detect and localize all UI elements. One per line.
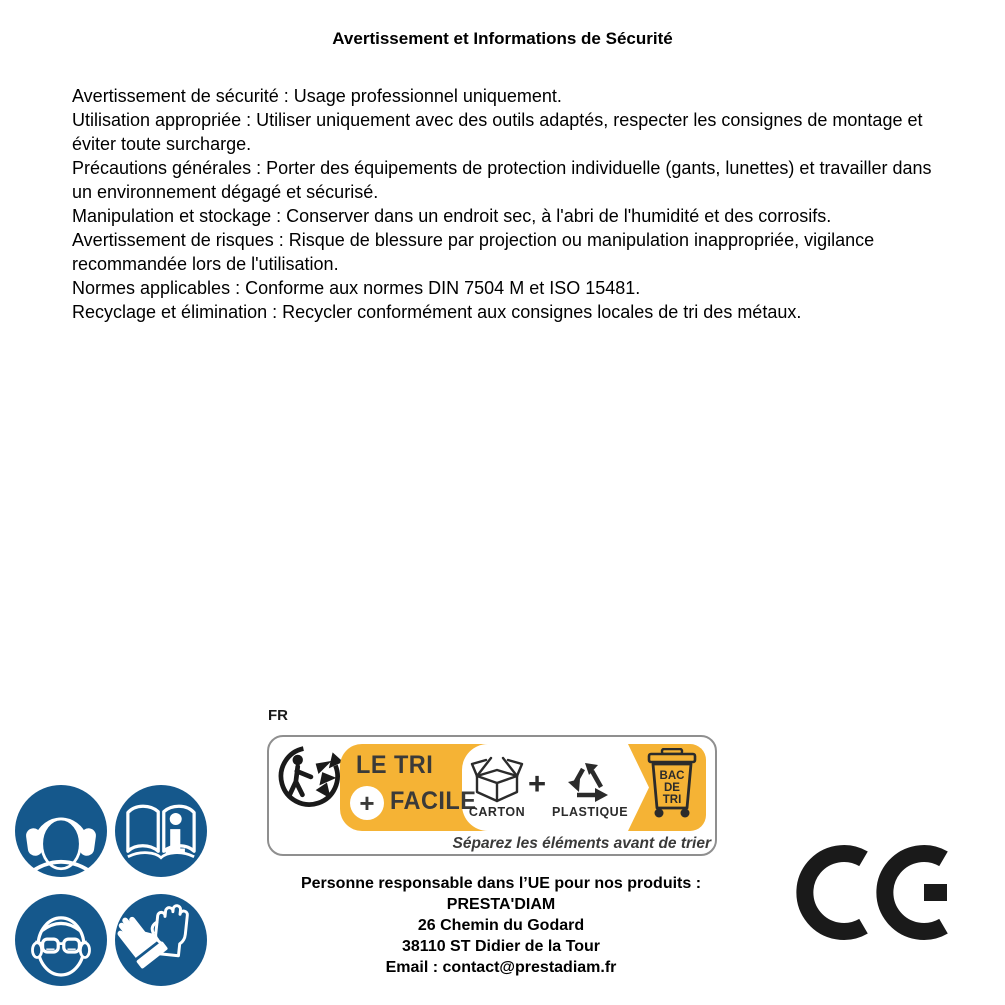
wear-eye-protection-icon: [15, 894, 107, 986]
tri-tagline: Séparez les éléments avant de trier: [452, 835, 711, 852]
svg-text:TRI: TRI: [662, 794, 682, 806]
safety-paragraph: Utilisation appropriée : Utiliser uniquement avec des outils adaptés, respecter les consignes de montage et éviter toute surcharge.: [72, 110, 923, 154]
sorting-bin-icon: [646, 748, 698, 822]
svg-text:DE: DE: [664, 782, 680, 794]
safety-paragraph: Recyclage et élimination : Recycler conformément aux consignes locales de tri des métaux.: [72, 302, 802, 322]
material-label-carton: CARTON: [468, 805, 526, 819]
material-label-plastique: PLASTIQUE: [552, 805, 629, 819]
wear-protective-gloves-icon: [115, 894, 207, 986]
responsible-person-block: [251, 873, 751, 978]
safety-paragraph: Normes applicables : Conforme aux normes DIN 7504 M et ISO 15481.: [72, 278, 641, 298]
responsible-line: 26 Chemin du Godard: [417, 917, 585, 934]
tri-facile-line1: LE TRI: [356, 751, 434, 779]
svg-text:BAC: BAC: [659, 770, 685, 782]
responsible-line: PRESTA'DIAM: [446, 896, 556, 913]
recycling-triangle-icon: [562, 754, 614, 804]
read-instruction-manual-icon: [115, 785, 207, 877]
responsible-line: Email : contact@prestadiam.fr: [385, 959, 617, 976]
materials-plus-sign: +: [528, 766, 547, 801]
wear-ear-protection-icon: [15, 785, 107, 877]
page-title: Avertissement et Informations de Sécurité: [332, 29, 673, 48]
safety-paragraph: Avertissement de risques : Risque de blessure par projection ou manipulation inappropriée, vigilance recommandée lors de l'utilisation.: [72, 230, 875, 274]
safety-paragraph: Manipulation et stockage : Conserver dans un endroit sec, à l'abri de l'humidité et des corrosifs.: [72, 206, 832, 226]
country-code-label: FR: [268, 707, 288, 724]
triman-icon: [277, 742, 343, 818]
responsible-line: Personne responsable dans l’UE pour nos produits :: [300, 875, 702, 892]
tri-facile-plus: +: [350, 786, 384, 820]
safety-paragraph: Précautions générales : Porter des équipements de protection individuelle (gants, lunettes) et travailler dans un environnement dégagé et sécurisé.: [72, 158, 932, 202]
responsible-line: 38110 ST Didier de la Tour: [402, 938, 600, 955]
cardboard-box-icon: [470, 754, 524, 804]
ce-mark-icon: [795, 844, 951, 941]
tri-facile-line2: FACILE: [390, 787, 477, 815]
safety-text-block: [72, 84, 944, 324]
safety-paragraph: Avertissement de sécurité : Usage professionnel uniquement.: [72, 86, 562, 106]
